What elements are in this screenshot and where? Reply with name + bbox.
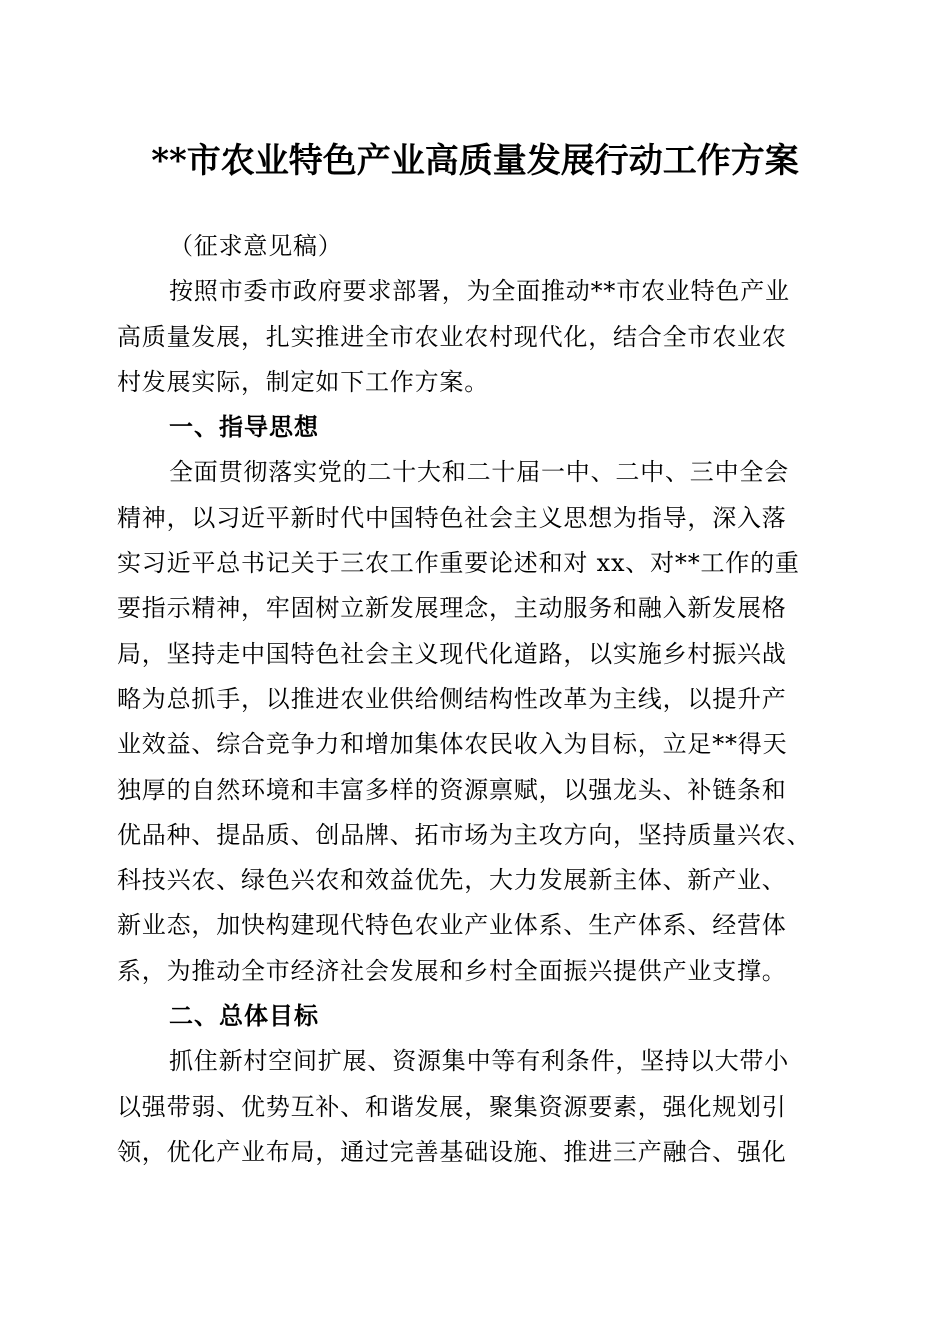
intro-paragraph: [117, 269, 827, 314]
paragraph-line: 按照市委市政府要求部署，为全面推动**市农业特色产业: [169, 277, 790, 306]
paragraph-line: 实习近平总书记关于三农工作重要论述和对 xx、对**工作的重: [117, 549, 800, 578]
section-paragraph-overall-goals-continuation: [117, 1085, 827, 1176]
paragraph-line: 以强带弱、优势互补、和谐发展，聚集资源要素，强化规划引: [117, 1092, 787, 1121]
draft-status-note: [117, 224, 827, 269]
paragraph-line: （征求意见稿）: [169, 232, 343, 260]
section-heading-text: 一、指导思想: [169, 413, 319, 442]
paragraph-line: 村发展实际，制定如下工作方案。: [117, 367, 489, 396]
section-heading-guiding-ideology: [117, 405, 827, 450]
section-paragraph-overall-goals: [117, 1039, 827, 1084]
paragraph-line: 系，为推动全市经济社会发展和乡村全面振兴提供产业支撑。: [117, 956, 787, 985]
section-paragraph-guiding-ideology: [117, 450, 827, 495]
document-title: **市农业特色产业高质量发展行动工作方案: [151, 141, 799, 181]
paragraph-line: 高质量发展，扎实推进全市农业农村现代化，结合全市农业农: [117, 322, 787, 351]
paragraph-line: 局，坚持走中国特色社会主义现代化道路，以实施乡村振兴战: [117, 639, 787, 668]
document-body: [117, 224, 827, 1175]
paragraph-line: 精神，以习近平新时代中国特色社会主义思想为指导，深入落: [117, 503, 787, 532]
intro-paragraph-continuation: [117, 315, 827, 406]
section-heading-text: 二、总体目标: [169, 1002, 319, 1031]
section-heading-overall-goals: [117, 994, 827, 1039]
paragraph-line: 全面贯彻落实党的二十大和二十届一中、二中、三中全会: [169, 458, 789, 487]
paragraph-line: 科技兴农、绿色兴农和效益优先，大力发展新主体、新产业、: [117, 866, 787, 895]
paragraph-line: 领，优化产业布局，通过完善基础设施、推进三产融合、强化: [117, 1137, 787, 1166]
paragraph-line: 要指示精神，牢固树立新发展理念，主动服务和融入新发展格: [117, 594, 787, 623]
paragraph-line: 独厚的自然环境和丰富多样的资源禀赋，以强龙头、补链条和: [117, 775, 787, 804]
paragraph-line: 新业态，加快构建现代特色农业产业体系、生产体系、经营体: [117, 911, 787, 940]
paragraph-line: 业效益、综合竞争力和增加集体农民收入为目标，立足**得天: [117, 730, 788, 759]
section-paragraph-guiding-ideology-continuation: [117, 496, 827, 994]
paragraph-line: 抓住新村空间扩展、资源集中等有利条件，坚持以大带小: [169, 1047, 789, 1076]
paragraph-line: 优品种、提品质、创品牌、拓市场为主攻方向，坚持质量兴农、: [117, 820, 812, 849]
paragraph-line: 略为总抓手，以推进农业供给侧结构性改革为主线，以提升产: [117, 684, 787, 713]
